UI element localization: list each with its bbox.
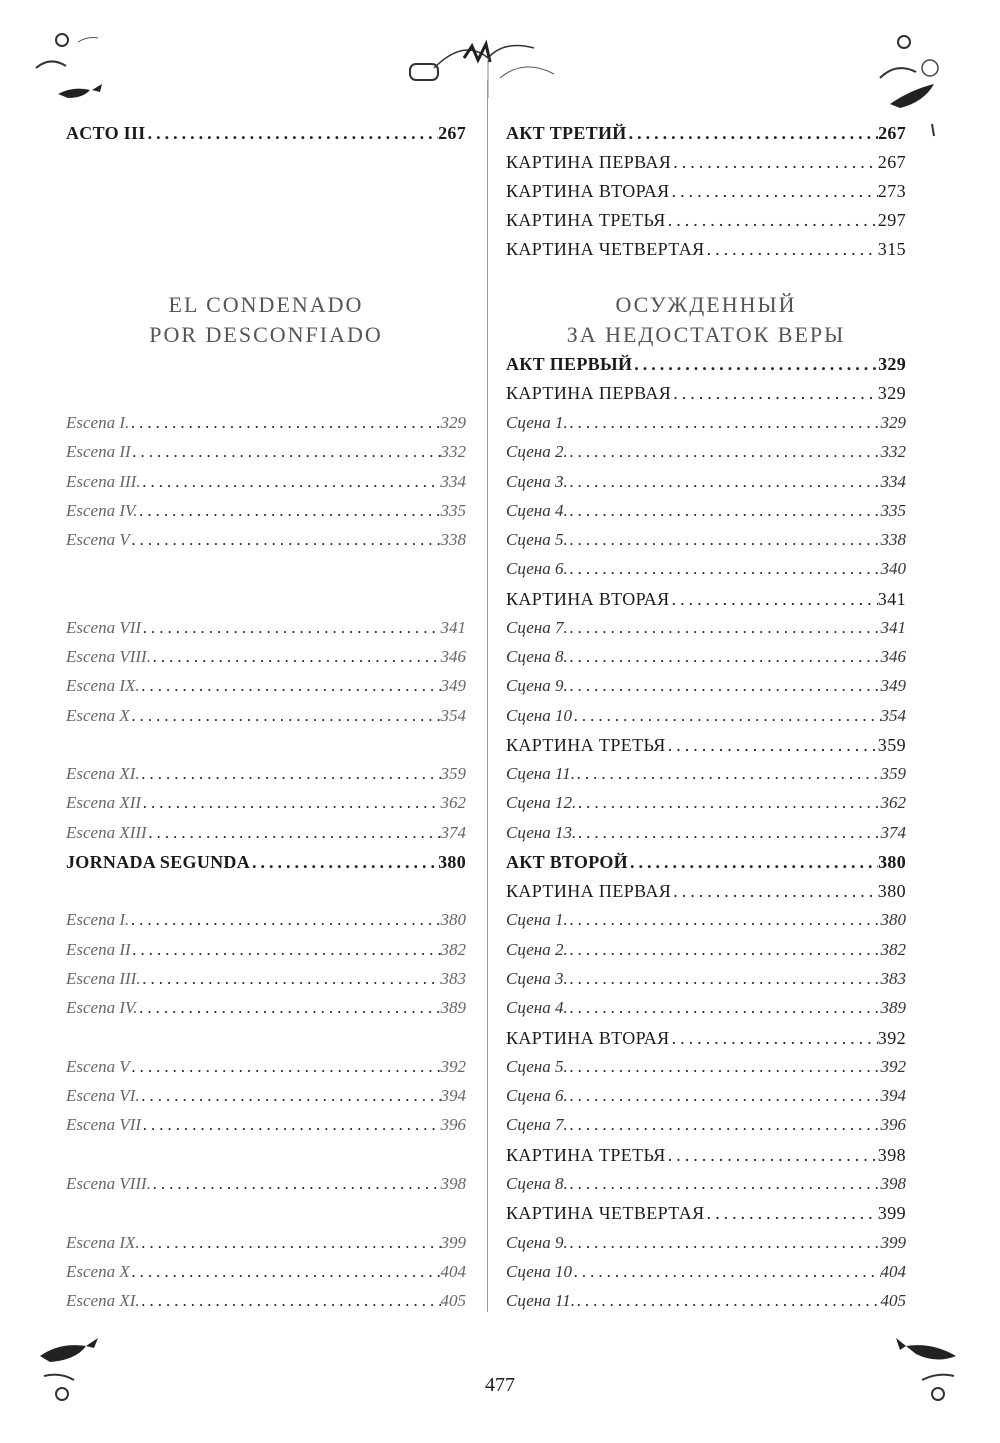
entry-label: Сцена 2. bbox=[506, 940, 568, 959]
entry-page: 340 bbox=[880, 559, 906, 578]
toc-entry bbox=[66, 995, 466, 1021]
entry-page: 389 bbox=[440, 998, 466, 1017]
entry-page: 335 bbox=[440, 501, 466, 520]
leader-dots bbox=[568, 1230, 881, 1256]
entry-page: 392 bbox=[880, 1057, 906, 1076]
entry-label: Escena IV. bbox=[66, 501, 138, 520]
page-number: 477 bbox=[485, 1374, 515, 1396]
entry-page: 362 bbox=[880, 793, 906, 812]
entry-label: Сцена 7. bbox=[506, 618, 568, 637]
entry-page: 354 bbox=[440, 706, 466, 725]
leader-dots bbox=[568, 469, 881, 495]
leader-dots bbox=[131, 439, 441, 465]
toc-entry bbox=[506, 615, 906, 641]
leader-dots bbox=[130, 703, 441, 729]
entry-label: Escena XII bbox=[66, 793, 142, 812]
toc-entry bbox=[66, 1171, 466, 1197]
leader-dots bbox=[140, 1288, 441, 1314]
entry-page: 315 bbox=[877, 239, 906, 259]
entry-page: 374 bbox=[880, 823, 906, 842]
entry-page: 405 bbox=[440, 1291, 466, 1310]
leader-dots bbox=[568, 1112, 881, 1138]
leader-dots bbox=[666, 207, 878, 233]
entry-label: Escena IX. bbox=[66, 1233, 140, 1252]
entry-label: АКТ ВТОРОЙ bbox=[506, 852, 628, 872]
toc-entry bbox=[66, 790, 466, 816]
entry-page: 273 bbox=[877, 181, 906, 201]
entry-page: 382 bbox=[440, 940, 466, 959]
entry-label: JORNADA SEGUNDA bbox=[66, 852, 251, 872]
toc-entry bbox=[506, 410, 906, 436]
entry-page: 394 bbox=[880, 1086, 906, 1105]
toc-entry bbox=[506, 907, 906, 933]
entry-label: Сцена 3. bbox=[506, 969, 568, 988]
toc-entry bbox=[66, 410, 466, 436]
entry-label: Escena XIII bbox=[66, 823, 147, 842]
leader-dots bbox=[250, 849, 438, 875]
leader-dots bbox=[632, 351, 878, 377]
leader-dots bbox=[131, 937, 441, 963]
entry-label: Сцена 6. bbox=[506, 1086, 568, 1105]
title-line: ОСУЖДЕННЫЙ bbox=[615, 292, 797, 317]
entry-page: 398 bbox=[877, 1145, 906, 1165]
leader-dots bbox=[705, 236, 878, 262]
toc-entry bbox=[506, 673, 906, 699]
leader-dots bbox=[575, 761, 881, 787]
entry-label: КАРТИНА ПЕРВАЯ bbox=[506, 881, 672, 901]
entry-page: 380 bbox=[880, 910, 906, 929]
toc-entry bbox=[506, 207, 906, 233]
entry-label: КАРТИНА ВТОРАЯ bbox=[506, 181, 670, 201]
entry-page: 329 bbox=[440, 413, 466, 432]
entry-label: Сцена 9. bbox=[506, 1233, 568, 1252]
leader-dots bbox=[141, 615, 440, 641]
leader-dots bbox=[568, 1083, 881, 1109]
toc-entry bbox=[506, 351, 906, 377]
toc-entry bbox=[66, 673, 466, 699]
entry-page: 332 bbox=[880, 442, 906, 461]
entry-label: КАРТИНА ТРЕТЬЯ bbox=[506, 210, 666, 230]
entry-page: 399 bbox=[877, 1203, 906, 1223]
toc-entry bbox=[506, 644, 906, 670]
toc-entry bbox=[506, 1142, 906, 1168]
entry-page: 404 bbox=[880, 1262, 906, 1281]
leader-dots bbox=[670, 586, 878, 612]
entry-page: 341 bbox=[880, 618, 906, 637]
toc-entry bbox=[506, 995, 906, 1021]
leader-dots bbox=[568, 966, 881, 992]
leader-dots bbox=[568, 527, 881, 553]
leader-dots bbox=[568, 1054, 881, 1080]
entry-label: Escena II bbox=[66, 442, 131, 461]
entry-label: Escena VIII. bbox=[66, 647, 151, 666]
toc-entry bbox=[506, 966, 906, 992]
entry-page: 394 bbox=[440, 1086, 466, 1105]
toc-entry bbox=[506, 439, 906, 465]
leader-dots bbox=[568, 673, 881, 699]
entry-label: Escena III. bbox=[66, 969, 141, 988]
entry-label: Escena VIII. bbox=[66, 1174, 151, 1193]
toc-entry bbox=[66, 615, 466, 641]
entry-label: АКТ ПЕРВЫЙ bbox=[506, 354, 633, 374]
play-title-russian bbox=[486, 290, 926, 350]
toc-entry bbox=[506, 937, 906, 963]
toc-entry bbox=[506, 149, 906, 175]
entry-label: Escena VI. bbox=[66, 1086, 140, 1105]
toc-entry bbox=[506, 586, 906, 612]
toc-entry bbox=[66, 120, 466, 146]
entry-label: Сцена 8. bbox=[506, 647, 568, 666]
entry-page: 297 bbox=[877, 210, 906, 230]
entry-page: 341 bbox=[877, 589, 906, 609]
leader-dots bbox=[568, 937, 881, 963]
entry-page: 346 bbox=[440, 647, 466, 666]
toc-entry bbox=[506, 527, 906, 553]
leader-dots bbox=[568, 556, 881, 582]
entry-label: Сцена 2. bbox=[506, 442, 568, 461]
entry-label: Сцена 6. bbox=[506, 559, 568, 578]
entry-page: 392 bbox=[877, 1028, 906, 1048]
entry-page: 380 bbox=[877, 881, 906, 901]
entry-page: 267 bbox=[877, 152, 906, 172]
entry-label: Escena VII bbox=[66, 1115, 142, 1134]
toc-entry bbox=[66, 907, 466, 933]
entry-label: Сцена 9. bbox=[506, 676, 568, 695]
toc-entry bbox=[66, 1083, 466, 1109]
toc-entry bbox=[506, 469, 906, 495]
leader-dots bbox=[576, 790, 880, 816]
entry-label: АКТ ТРЕТИЙ bbox=[506, 123, 627, 143]
entry-label: КАРТИНА ТРЕТЬЯ bbox=[506, 1145, 666, 1165]
toc-entry bbox=[506, 1259, 906, 1285]
entry-label: Escena X bbox=[66, 706, 130, 725]
toc-entry bbox=[506, 1288, 906, 1314]
entry-label: Сцена 13. bbox=[506, 823, 577, 842]
entry-label: КАРТИНА ЧЕТВЕРТАЯ bbox=[506, 1203, 705, 1223]
toc-entry bbox=[66, 439, 466, 465]
toc-entry bbox=[66, 703, 466, 729]
toc-entry bbox=[506, 236, 906, 262]
top-center-floral-ornament bbox=[404, 18, 574, 98]
entry-page: 329 bbox=[880, 413, 906, 432]
leader-dots bbox=[130, 527, 441, 553]
entry-label: Escena X bbox=[66, 1262, 130, 1281]
leader-dots bbox=[568, 615, 881, 641]
leader-dots bbox=[130, 1259, 441, 1285]
toc-entry bbox=[506, 849, 906, 875]
entry-label: Сцена 10 bbox=[506, 706, 572, 725]
leader-dots bbox=[568, 907, 881, 933]
toc-entry bbox=[66, 1230, 466, 1256]
toc-entry bbox=[66, 761, 466, 787]
entry-page: 382 bbox=[880, 940, 906, 959]
entry-label: Escena XI. bbox=[66, 764, 140, 783]
entry-label: Сцена 5. bbox=[506, 530, 568, 549]
leader-dots bbox=[147, 820, 441, 846]
entry-label: Сцена 3. bbox=[506, 472, 568, 491]
toc-entry bbox=[66, 1054, 466, 1080]
entry-page: 374 bbox=[440, 823, 466, 842]
entry-label: Сцена 1. bbox=[506, 413, 568, 432]
entry-page: 405 bbox=[880, 1291, 906, 1310]
leader-dots bbox=[140, 1083, 441, 1109]
leader-dots bbox=[151, 644, 441, 670]
entry-page: 349 bbox=[880, 676, 906, 695]
toc-entry bbox=[506, 1230, 906, 1256]
toc-entry bbox=[66, 966, 466, 992]
leader-dots bbox=[141, 1112, 440, 1138]
toc-entry bbox=[66, 527, 466, 553]
entry-page: 341 bbox=[440, 618, 466, 637]
entry-label: КАРТИНА ТРЕТЬЯ bbox=[506, 735, 666, 755]
leader-dots bbox=[568, 644, 881, 670]
entry-page: 392 bbox=[440, 1057, 466, 1076]
entry-label: КАРТИНА ВТОРАЯ bbox=[506, 589, 670, 609]
leader-dots bbox=[671, 149, 878, 175]
leader-dots bbox=[705, 1200, 878, 1226]
toc-entry bbox=[506, 761, 906, 787]
toc-entry bbox=[506, 790, 906, 816]
leader-dots bbox=[140, 673, 441, 699]
toc-entry bbox=[66, 1259, 466, 1285]
title-line: EL CONDENADO bbox=[168, 292, 364, 317]
leader-dots bbox=[572, 1259, 881, 1285]
leader-dots bbox=[666, 732, 878, 758]
leader-dots bbox=[671, 878, 878, 904]
entry-label: Сцена 11. bbox=[506, 764, 575, 783]
entry-label: Сцена 11. bbox=[506, 1291, 575, 1310]
toc-entry bbox=[506, 1025, 906, 1051]
toc-entry bbox=[506, 1112, 906, 1138]
leader-dots bbox=[137, 995, 440, 1021]
entry-label: КАРТИНА ПЕРВАЯ bbox=[506, 383, 672, 403]
entry-label: Escena II bbox=[66, 940, 131, 959]
entry-label: ACTO III bbox=[66, 123, 146, 143]
toc-entry bbox=[506, 380, 906, 406]
entry-page: 334 bbox=[440, 472, 466, 491]
leader-dots bbox=[666, 1142, 878, 1168]
toc-entry bbox=[66, 849, 466, 875]
entry-page: 349 bbox=[440, 676, 466, 695]
toc-entry bbox=[66, 1112, 466, 1138]
toc-entry bbox=[506, 1200, 906, 1226]
toc-entry bbox=[506, 1083, 906, 1109]
toc-entry bbox=[506, 1054, 906, 1080]
toc-entry bbox=[506, 732, 906, 758]
entry-label: Сцена 4. bbox=[506, 501, 568, 520]
leader-dots bbox=[568, 498, 881, 524]
entry-page: 359 bbox=[880, 764, 906, 783]
leader-dots bbox=[627, 120, 879, 146]
entry-page: 335 bbox=[880, 501, 906, 520]
leader-dots bbox=[146, 120, 438, 146]
entry-page: 399 bbox=[880, 1233, 906, 1252]
leader-dots bbox=[671, 380, 878, 406]
entry-page: 338 bbox=[440, 530, 466, 549]
toc-entry bbox=[66, 937, 466, 963]
toc-entry bbox=[506, 820, 906, 846]
entry-label: КАРТИНА ВТОРАЯ bbox=[506, 1028, 670, 1048]
entry-label: Сцена 4. bbox=[506, 998, 568, 1017]
top-left-fish-ornament bbox=[28, 28, 108, 98]
entry-page: 354 bbox=[880, 706, 906, 725]
leader-dots bbox=[670, 178, 878, 204]
leader-dots bbox=[628, 849, 878, 875]
toc-entry bbox=[66, 469, 466, 495]
entry-label: Escena VII bbox=[66, 618, 142, 637]
toc-entry bbox=[506, 120, 906, 146]
toc-entry bbox=[66, 644, 466, 670]
entry-page: 380 bbox=[438, 852, 466, 872]
leader-dots bbox=[129, 410, 440, 436]
column-divider bbox=[487, 80, 488, 1312]
entry-page: 346 bbox=[880, 647, 906, 666]
entry-page: 362 bbox=[440, 793, 466, 812]
toc-entry bbox=[506, 703, 906, 729]
toc-entry bbox=[506, 878, 906, 904]
entry-page: 396 bbox=[440, 1115, 466, 1134]
leader-dots bbox=[568, 995, 881, 1021]
entry-label: Escena I. bbox=[66, 413, 130, 432]
entry-page: 398 bbox=[440, 1174, 466, 1193]
play-title-spanish bbox=[46, 290, 486, 350]
entry-label: Escena I. bbox=[66, 910, 130, 929]
leader-dots bbox=[130, 1054, 441, 1080]
entry-label: Escena V bbox=[66, 1057, 130, 1076]
leader-dots bbox=[141, 790, 440, 816]
entry-label: Сцена 12. bbox=[506, 793, 577, 812]
entry-page: 398 bbox=[880, 1174, 906, 1193]
leader-dots bbox=[572, 703, 881, 729]
title-line: ЗА НЕДОСТАТОК ВЕРЫ bbox=[566, 322, 846, 347]
leader-dots bbox=[140, 1230, 441, 1256]
toc-entry bbox=[66, 820, 466, 846]
entry-label: Escena IV. bbox=[66, 998, 138, 1017]
entry-label: Escena IX. bbox=[66, 676, 140, 695]
title-line: POR DESCONFIADO bbox=[149, 322, 383, 347]
leader-dots bbox=[129, 907, 440, 933]
entry-page: 399 bbox=[440, 1233, 466, 1252]
entry-label: Escena III. bbox=[66, 472, 141, 491]
leader-dots bbox=[568, 1171, 881, 1197]
toc-entry bbox=[506, 178, 906, 204]
entry-page: 267 bbox=[438, 123, 466, 143]
toc-entry bbox=[506, 1171, 906, 1197]
entry-page: 383 bbox=[440, 969, 466, 988]
entry-page: 380 bbox=[878, 852, 906, 872]
entry-page: 267 bbox=[878, 123, 906, 143]
entry-label: Сцена 1. bbox=[506, 910, 568, 929]
entry-label: Сцена 5. bbox=[506, 1057, 568, 1076]
leader-dots bbox=[141, 469, 441, 495]
leader-dots bbox=[576, 820, 880, 846]
leader-dots bbox=[137, 498, 440, 524]
entry-page: 389 bbox=[880, 998, 906, 1017]
toc-entry bbox=[506, 498, 906, 524]
entry-label: Сцена 8. bbox=[506, 1174, 568, 1193]
entry-label: Escena XI. bbox=[66, 1291, 140, 1310]
toc-entry bbox=[66, 1288, 466, 1314]
entry-page: 329 bbox=[877, 383, 906, 403]
entry-page: 396 bbox=[880, 1115, 906, 1134]
toc-entry bbox=[506, 556, 906, 582]
entry-page: 380 bbox=[440, 910, 466, 929]
entry-label: Сцена 7. bbox=[506, 1115, 568, 1134]
entry-label: КАРТИНА ПЕРВАЯ bbox=[506, 152, 672, 172]
entry-page: 329 bbox=[878, 354, 906, 374]
toc-entry bbox=[66, 498, 466, 524]
entry-label: Escena V bbox=[66, 530, 130, 549]
entry-page: 383 bbox=[880, 969, 906, 988]
entry-page: 332 bbox=[440, 442, 466, 461]
leader-dots bbox=[670, 1025, 878, 1051]
entry-page: 359 bbox=[440, 764, 466, 783]
leader-dots bbox=[575, 1288, 881, 1314]
entry-label: КАРТИНА ЧЕТВЕРТАЯ bbox=[506, 239, 705, 259]
leader-dots bbox=[140, 761, 441, 787]
leader-dots bbox=[568, 410, 881, 436]
leader-dots bbox=[568, 439, 881, 465]
leader-dots bbox=[141, 966, 441, 992]
entry-page: 359 bbox=[877, 735, 906, 755]
entry-page: 338 bbox=[880, 530, 906, 549]
entry-page: 334 bbox=[880, 472, 906, 491]
leader-dots bbox=[151, 1171, 441, 1197]
entry-label: Сцена 10 bbox=[506, 1262, 572, 1281]
entry-page: 404 bbox=[440, 1262, 466, 1281]
